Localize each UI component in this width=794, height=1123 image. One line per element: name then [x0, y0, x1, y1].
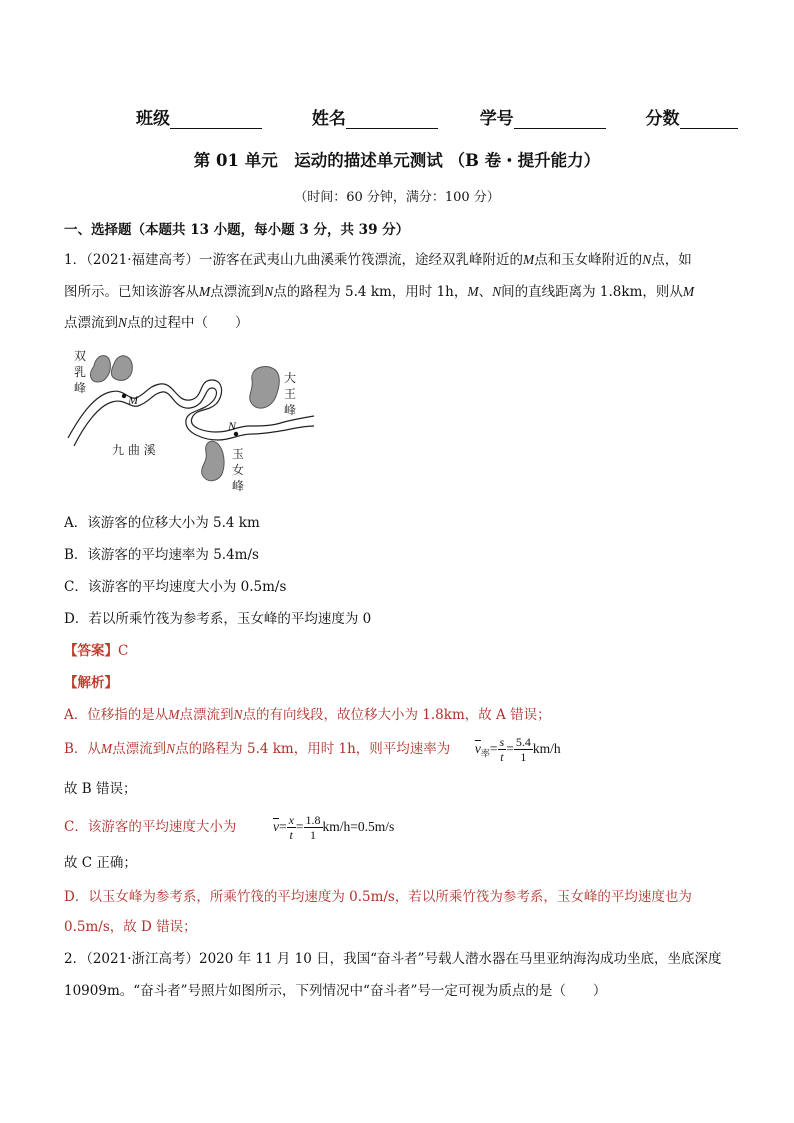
answer-tag: 【答案】: [64, 643, 118, 659]
q1-option-d[interactable]: D．若以所乘竹筏为参考系，玉女峰的平均速度为 0: [64, 611, 372, 627]
class-label: 班级: [136, 109, 170, 129]
page-title: 第 01 单元 运动的描述单元测试 （B 卷・提升能力）: [193, 151, 601, 170]
student-info-fields: [136, 104, 738, 129]
twin-peak-right-shape: [111, 356, 132, 381]
q1-stem-line2: 图所示。已知该游客从M点漂流到N点的路程为 5.4 km，用时 1h，M、N间的直线距离为 1.8km，则从M: [64, 284, 695, 300]
twin-peak-label-2: 乳: [74, 365, 87, 379]
q1-option-c[interactable]: C．该游客的平均速度大小为 0.5m/s: [64, 579, 287, 595]
analysis-a: A．位移指的是从M点漂流到N点的有向线段，故位移大小为 1.8km，故 A 错误；: [64, 707, 551, 723]
q1-answer: [64, 636, 128, 666]
dawang-peak-shape: [250, 367, 280, 409]
id-label: 学号: [479, 109, 514, 129]
score-label: 分数: [645, 109, 680, 129]
q1-analysis-tag: 【解析】: [64, 675, 118, 691]
formula-average-rate: $\overline{v}_率=$ $\frac{s}{t}$ = $\frac{5.4}{1}$ km/h: [474, 735, 561, 765]
twin-peak-label-1: 双: [74, 349, 87, 363]
yunu-peak-shape: [202, 441, 224, 481]
jiuqu-river-map: [66, 346, 316, 498]
name-label: 姓名: [311, 109, 346, 129]
dawang-label-1: 大: [284, 371, 297, 385]
q2-stem-line1: 2．（2021·浙江高考）2020 年 11 月 10 日，我国“奋斗者”号载人潜水器在马里亚纳海沟成功坐底，坐底深度: [64, 951, 722, 967]
point-M-marker: [122, 394, 126, 398]
river-label: 九 曲 溪: [112, 443, 156, 457]
q1-option-a[interactable]: A．该游客的位移大小为 5.4 km: [64, 515, 260, 531]
score-blank[interactable]: [680, 112, 738, 129]
id-blank[interactable]: [514, 112, 606, 129]
analysis-c-conclusion: 故 C 正确；: [64, 855, 137, 871]
map-N-label: N: [228, 419, 237, 433]
analysis-b: B．从M点漂流到N点的路程为 5.4 km，用时 1h，则平均速率为 $\overline{v}_率=$ $\frac{s}{t}$ = $\frac{5.4}{1}$ km/h: [64, 735, 561, 765]
formula-average-velocity: $\overline{v}=$ $\frac{x}{t}$ = $\frac{1.8}{1}$ km/h=0.5m/s: [272, 813, 395, 843]
q1-option-b[interactable]: B．该游客的平均速率为 5.4m/s: [64, 547, 259, 563]
yunu-label-3: 峰: [232, 479, 245, 493]
analysis-b-conclusion: 故 B 错误；: [64, 781, 137, 797]
twin-peak-label-3: 峰: [74, 381, 87, 395]
analysis-c: C．该游客的平均速度大小为 $\overline{v}=$ $\frac{x}{t}$ = $\frac{1.8}{1}$ km/h=0.5m/s: [64, 813, 395, 843]
q1-stem-line1: 1．（2021·福建高考）一游客在武夷山九曲溪乘竹筏漂流，途经双乳峰附近的M点和玉女峰附近的N点，如: [64, 252, 692, 268]
q1-stem-line3: 点漂流到N点的过程中（ ）: [64, 315, 249, 331]
twin-peak-left-shape: [91, 356, 111, 382]
analysis-d-line1: D．以玉女峰为参考系，所乘竹筏的平均速度为 0.5m/s，若以所乘竹筏为参考系，玉女峰的平均速度也为: [64, 889, 692, 905]
answer-value: C: [118, 643, 129, 659]
analysis-d-line2: 0.5m/s，故 D 错误；: [64, 919, 197, 935]
exam-time-info: （时间：60 分钟，满分：100 分）: [294, 190, 500, 205]
name-blank[interactable]: [346, 112, 438, 129]
q2-stem-line2: 10909m。“奋斗者”号照片如图所示，下列情况中“奋斗者”号一定可视为质点的是（ ）: [64, 983, 607, 999]
yunu-label-1: 玉: [232, 447, 245, 461]
dawang-label-2: 王: [284, 387, 297, 401]
map-M-label: M: [128, 393, 138, 407]
dawang-label-3: 峰: [284, 403, 297, 417]
section-heading: 一、选择题（本题共 13 小题，每小题 3 分，共 39 分）: [64, 222, 410, 238]
yunu-label-2: 女: [232, 463, 245, 477]
class-blank[interactable]: [170, 112, 262, 129]
